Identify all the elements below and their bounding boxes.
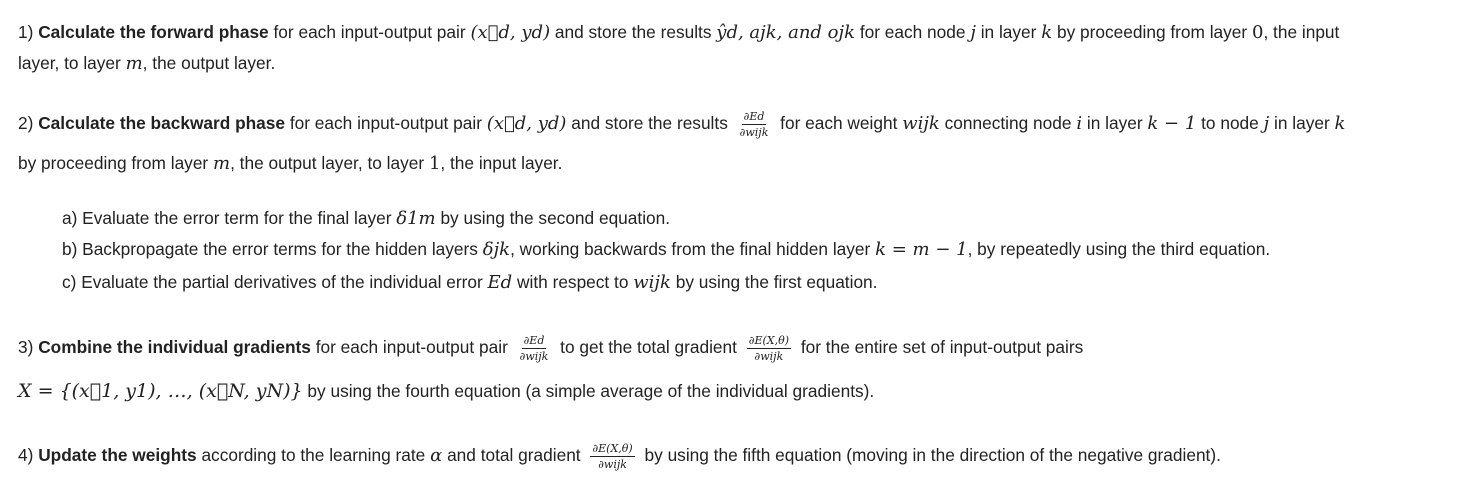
step2-to: 1 (428, 153, 441, 174)
step1-text: , the output layer. (142, 53, 276, 73)
step2-pair: (x⃗d, yd) (486, 113, 567, 135)
step2-line1 (18, 110, 1345, 139)
step1-to: m (125, 53, 143, 74)
step2-text: by proceeding from layer (18, 153, 209, 173)
sub-item-c (62, 270, 877, 295)
sub-item-a (62, 206, 670, 231)
step1-layer: k (1041, 22, 1053, 43)
step1-text: for each input-output pair (273, 22, 466, 42)
fraction-denominator: ∂wijk (598, 458, 627, 471)
fraction-numerator: ∂Ed (523, 334, 545, 347)
fraction-numerator: ∂Ed (743, 110, 765, 123)
sub-item-math: Ed (487, 272, 513, 293)
step1-number: 1) (18, 22, 34, 42)
step1-pair: (x⃗d, yd) (470, 22, 551, 43)
step1-line1 (18, 20, 1339, 45)
step1-text: in layer (980, 22, 1037, 42)
step3-line2 (18, 379, 874, 403)
step2-text: in layer (1274, 113, 1330, 134)
fraction-denominator: ∂wijk (754, 350, 784, 363)
step1-bold: Calculate the forward phase (38, 22, 269, 42)
step1-from: 0 (1251, 22, 1264, 43)
step1-text: , the input (1263, 22, 1340, 42)
sub-item-text: by using the first equation. (675, 272, 878, 292)
fraction-numerator: ∂E(X,θ) (592, 442, 633, 455)
sub-item-text: , working backwards from the final hidden layer (510, 239, 871, 259)
fraction-denominator: ∂wijk (519, 350, 549, 363)
step2-bold: Calculate the backward phase (38, 113, 286, 134)
step2-fraction (738, 110, 771, 139)
step2-layer-k: k (1334, 113, 1346, 135)
step2-text: , the input layer. (440, 153, 563, 173)
step3-text: by using the fourth equation (a simple average of the individual gradients). (307, 381, 875, 401)
sub-item-text: with respect to (517, 272, 629, 292)
step2-text: for each input-output pair (289, 113, 482, 134)
step2-weight: wijk (902, 113, 940, 135)
step2-node-j: j (1263, 113, 1270, 135)
step1-node: j (970, 22, 976, 43)
sub-item-math: wijk (633, 272, 671, 293)
sub-item-text: , by repeatedly using the third equation. (967, 239, 1271, 259)
step2-text: for each weight (780, 113, 898, 134)
step3-bold: Combine the individual gradients (38, 337, 311, 358)
sub-item-math: δ1m (396, 208, 436, 229)
step1-text: for each node (859, 22, 966, 42)
step2-text: and store the results (571, 113, 728, 134)
sub-item-math: k = m − 1 (875, 239, 968, 260)
step4-fraction (590, 442, 634, 471)
step2-from: m (213, 153, 231, 174)
sub-item-text: b) Backpropagate the error terms for the hidden layers (62, 239, 478, 259)
step3-fraction-2 (747, 334, 791, 363)
step1-results: ŷd, ajk, and ojk (716, 22, 855, 43)
step2-text: to node (1201, 113, 1259, 134)
step3-text: for each input-output pair (315, 337, 508, 358)
step2-line2 (18, 151, 562, 176)
sub-item-text: c) Evaluate the partial derivatives of the individual error (62, 272, 483, 292)
step4-text: and total gradient (447, 445, 581, 466)
step4-number: 4) (18, 445, 34, 466)
step3-set: X = {(x⃗1, y1), …, (x⃗N, yN)} (18, 380, 303, 402)
step2-text: in layer (1086, 113, 1143, 134)
step4-bold: Update the weights (38, 445, 197, 466)
fraction-denominator: ∂wijk (739, 126, 769, 139)
sub-item-math: δjk (482, 239, 511, 260)
sub-item-b (62, 237, 1270, 262)
step1-line2 (18, 51, 275, 76)
step2-text: connecting node (944, 113, 1072, 134)
step3-line1 (18, 334, 1083, 363)
step3-number: 3) (18, 337, 34, 358)
sub-item-text: a) Evaluate the error term for the final layer (62, 208, 392, 228)
step3-text: to get the total gradient (560, 337, 737, 358)
step2-text: , the output layer, to layer (230, 153, 425, 173)
step4-line1 (18, 442, 1221, 471)
step4-text: according to the learning rate (201, 445, 426, 466)
step1-text: layer, to layer (18, 53, 121, 73)
sub-item-text: by using the second equation. (440, 208, 671, 228)
step4-alpha: α (430, 445, 443, 467)
step3-text: for the entire set of input-output pairs (800, 337, 1084, 358)
step1-text: and store the results (554, 22, 712, 42)
step2-node-i: i (1076, 113, 1083, 135)
step2-number: 2) (18, 113, 34, 134)
step2-layer-km1: k − 1 (1147, 113, 1197, 135)
step1-text: by proceeding from layer (1056, 22, 1248, 42)
step3-fraction-1 (518, 334, 551, 363)
step4-text: by using the fifth equation (moving in the direction of the negative gradient). (644, 445, 1221, 466)
fraction-numerator: ∂E(X,θ) (748, 334, 790, 347)
